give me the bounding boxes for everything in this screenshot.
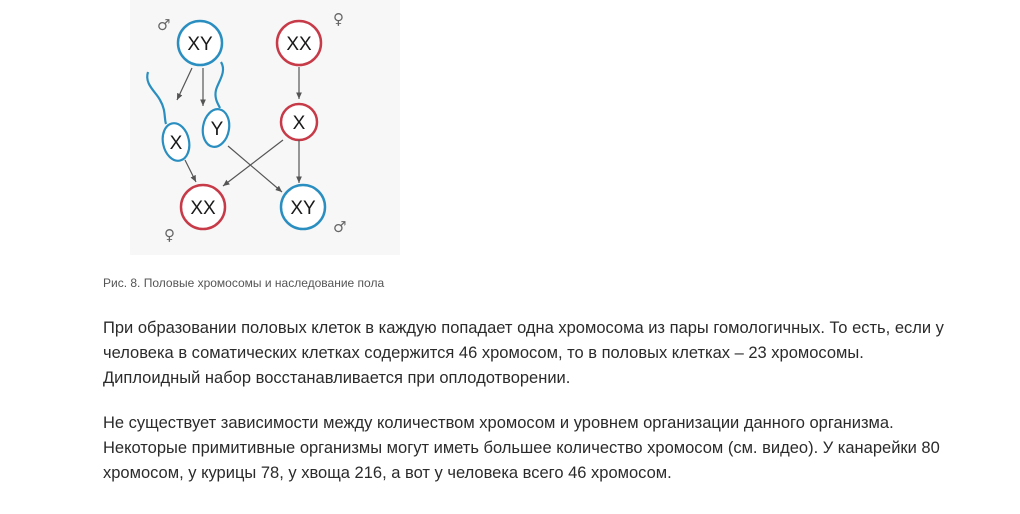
egg-x-label: X bbox=[292, 113, 306, 134]
arrow-sperm-y-to-child-male bbox=[228, 146, 282, 192]
arrow-egg-to-child-female bbox=[223, 140, 283, 186]
child-male-cell bbox=[281, 185, 325, 229]
parent-male-cell bbox=[178, 21, 222, 65]
parent-male-label: XY bbox=[187, 34, 213, 55]
parent-female-label: XX bbox=[286, 34, 312, 55]
sperm-y-cell bbox=[200, 62, 232, 149]
body-paragraph: Не существует зависимости между количеством хромосом и уровнем организации данного организма. Некоторые примитивные организмы могут иметь большее количество хромосом (см. видео). У канарейки 80 хромосом, у курицы 78, у хвоща 216, а вот у человека всего 46 хромосом. bbox=[103, 414, 940, 482]
child-female-label: XX bbox=[190, 198, 216, 219]
sex-inheritance-figure bbox=[130, 0, 400, 255]
body-paragraph: При образовании половых клеток в каждую попадает одна хромосома из пары гомологичных. То есть, если у человека в соматических клетках содержится 46 хромосом, то в половых клетках – 23 хромосомы. Диплоидный набор восстанавливается при оплодотворении. bbox=[103, 319, 944, 387]
figure-caption: Рис. 8. Половые хромосомы и наследование пола bbox=[103, 276, 385, 290]
sperm-x-cell bbox=[147, 72, 192, 163]
male-symbol-icon: ♂ bbox=[157, 16, 171, 34]
sperm-x-label: X bbox=[169, 133, 183, 154]
sperm-y-label: Y bbox=[210, 119, 224, 140]
arrow-male-to-sperm-x bbox=[177, 68, 192, 100]
child-female-cell bbox=[181, 185, 225, 229]
arrow-sperm-x-to-child-female bbox=[185, 160, 196, 182]
child-male-label: XY bbox=[290, 198, 316, 219]
egg-x-cell bbox=[281, 104, 317, 140]
sex-inheritance-diagram bbox=[130, 0, 400, 255]
female-symbol-icon: ♀ bbox=[164, 226, 175, 244]
male-symbol-icon: ♂ bbox=[333, 218, 347, 236]
parent-female-cell bbox=[277, 21, 321, 65]
female-symbol-icon: ♀ bbox=[333, 10, 344, 28]
